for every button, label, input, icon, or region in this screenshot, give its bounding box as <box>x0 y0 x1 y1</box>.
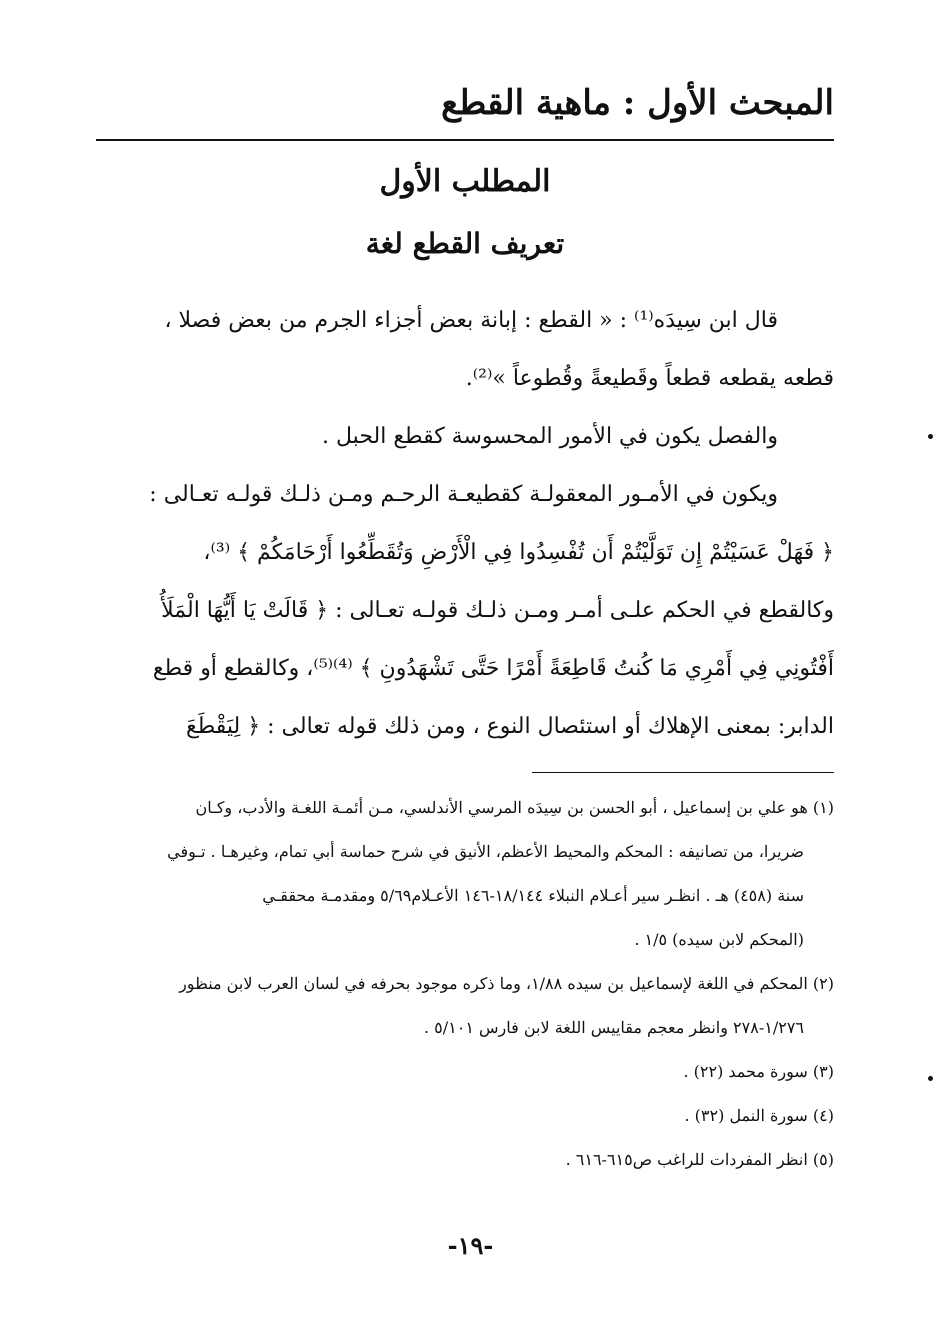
footnote-line: (٥) انظر المفردات للراغب ص٦١٥-٦١٦ . <box>565 1150 834 1169</box>
margin-dot <box>928 434 933 439</box>
footnote-line: (٤) سورة النمل (٣٢) . <box>684 1106 834 1125</box>
body-line: وكالقطع في الحكم علـى أمـر ومـن ذلـك قولـه تعـالى : ﴿ قَالَتْ يَا أَيُّهَا الْمَلَأُ <box>161 598 834 623</box>
section-heading: المطلب الأول <box>379 164 551 199</box>
footnote-separator <box>532 772 834 773</box>
body-line: والفصل يكون في الأمور المحسوسة كقطع الحبل . <box>322 424 778 449</box>
header-rule <box>96 139 834 141</box>
section-subheading: تعريف القطع لغة <box>365 227 565 260</box>
page-number: -١٩- <box>447 1231 494 1260</box>
footnote-line: سنة (٤٥٨) هـ . انظـر سير أعـلام النبلاء ١٨/١٤٤-١٤٦ الأعـلام٥/٦٩ ومقدمـة محققـي <box>262 886 804 905</box>
body-line: قال ابن سِيدَه⁽¹⁾ : « القطع : إبانة بعض أجزاء الجرم من بعض فصلا ، <box>164 308 778 333</box>
body-line: ويكون في الأمـور المعقولـة كقطيعـة الرحـم ومـن ذلـك قولـه تعـالى : <box>149 482 778 507</box>
body-text <box>96 292 834 756</box>
quran-verse-line: أَفْتُونِي فِي أَمْرِي مَا كُنتُ قَاطِعَةً أَمْرًا حَتَّى تَشْهَدُونِ ﴾ ⁽⁴⁾⁽⁵⁾، وكالقطع أو قطع <box>152 656 834 681</box>
footnote-line: (١) هو علي بن إسماعيل ، أبو الحسن بن سِيدَه المرسي الأندلسي، مـن أئمـة اللغـة والأدب، وكـان <box>195 798 834 817</box>
quran-verse-line: ﴿ فَهَلْ عَسَيْتُمْ إِن تَوَلَّيْتُمْ أَن تُفْسِدُوا فِي الْأَرْضِ وَتُقَطِّعُوا أَرْحَامَكُمْ ﴾ ⁽³⁾، <box>203 540 834 565</box>
footnote-line: (المحكم لابن سيده) ١/٥ . <box>634 930 804 949</box>
footnotes <box>96 786 834 1182</box>
running-header: المبحث الأول : ماهية القطع <box>441 83 834 123</box>
footnote-line: ١/٢٧٦-٢٧٨ وانظر معجم مقاييس اللغة لابن فارس ٥/١٠١ . <box>423 1018 804 1037</box>
body-line: قطعه يقطعه قطعاً وقَطيعةً وقُطوعاً »⁽²⁾. <box>465 366 834 391</box>
footnote-line: (٢) المحكم في اللغة لإسماعيل بن سيده ١/٨٨، وما ذكره موجود بحرفه في لسان العرب لابن منظور <box>179 974 834 993</box>
footnote-line: (٣) سورة محمد (٢٢) . <box>683 1062 834 1081</box>
footnote-line: ضريرا، من تصانيفه : المحكم والمحيط الأعظم، الأنيق في شرح حماسة أبي تمام، وغيرهـا . تـوفي <box>167 842 804 861</box>
body-line: الدابر: بمعنى الإهلاك أو استئصال النوع ، ومن ذلك قوله تعالى : ﴿ لِيَقْطَعَ <box>186 714 834 739</box>
margin-dot <box>928 1076 933 1081</box>
